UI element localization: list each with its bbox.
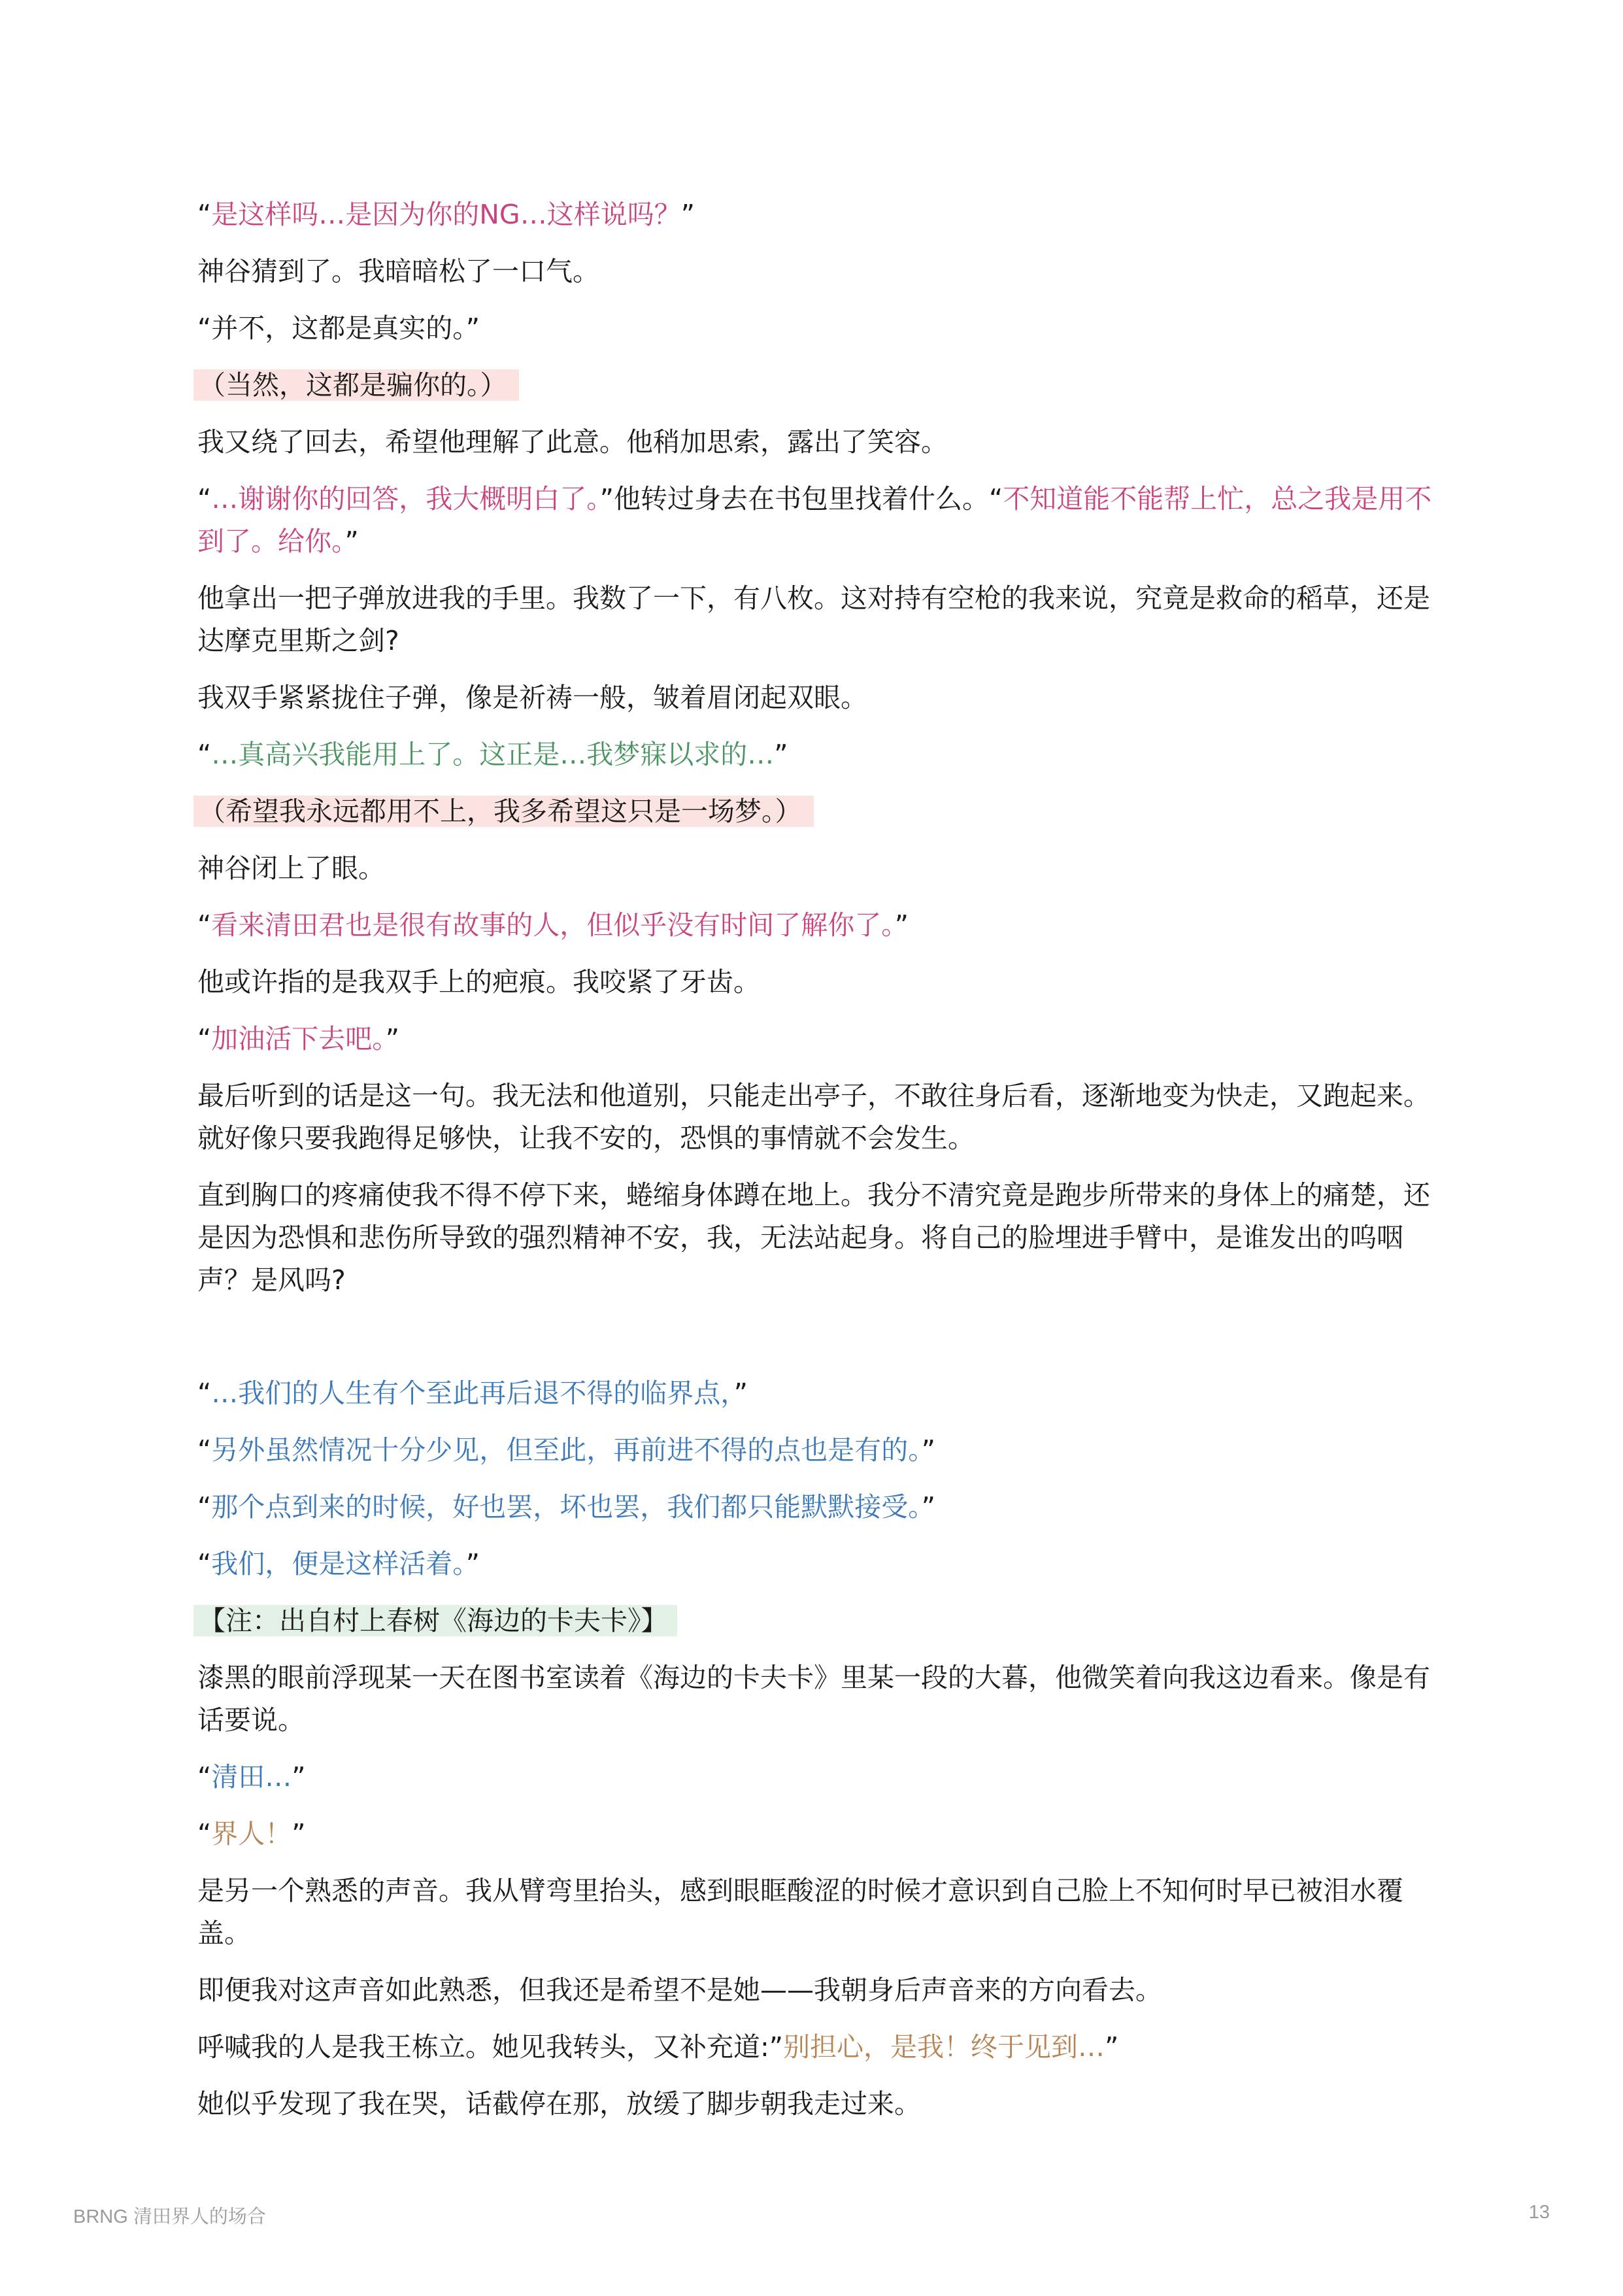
- dialogue-paragraph: “那个点到来的时候，好也罢，坏也罢，我们都只能默默接受。”: [197, 1491, 935, 1523]
- annotation-note-paragraph: [197, 1600, 1439, 1642]
- dialogue-paragraph: “另外虽然情况十分少见，但至此，再前进不得的点也是有的。”: [197, 1434, 935, 1466]
- dialogue-paragraph: “我们，便是这样活着。”: [197, 1548, 480, 1579]
- dialogue-paragraph: “看来清田君也是很有故事的人，但似乎没有时间了解你了。”: [197, 909, 909, 941]
- dialogue-paragraph: “…真高兴我能用上了。这正是…我梦寐以求的…”: [197, 739, 788, 770]
- narration-paragraph: 神谷猜到了。我暗暗松了一口气。: [197, 256, 599, 287]
- narration-paragraph: 直到胸口的疼痛使我不得不停下来，蜷缩身体蹲在地上。我分不清究竟是跑步所带来的身体上的痛楚，还是因为恐惧和悲伤所导致的强烈精神不安，我，无法站起身。将自己的脸埋进手臂中，是谁发出的呜咽声？是风吗?: [197, 1179, 1430, 1296]
- inner-thought-paragraph: [197, 364, 1439, 407]
- narration-paragraph: 最后听到的话是这一句。我无法和他道别，只能走出亭子，不敢往身后看，逐渐地变为快走，又跑起来。就好像只要我跑得足够快，让我不安的，恐惧的事情就不会发生。: [197, 1080, 1430, 1154]
- dialogue-paragraph: “清田…”: [197, 1761, 306, 1793]
- page-number: 13: [1528, 2202, 1550, 2223]
- narration-paragraph: 他拿出一把子弹放进我的手里。我数了一下，有八枚。这对持有空枪的我来说，究竟是救命的稻草，还是达摩克里斯之剑?: [197, 582, 1430, 656]
- inner-thought-highlight: （当然，这都是骗你的。）: [193, 369, 519, 401]
- dialogue-paragraph: “界人！”: [197, 1818, 306, 1849]
- inner-thought-paragraph: [197, 790, 1439, 833]
- dialogue-paragraph: 呼喊我的人是我王栋立。她见我转头，又补充道:”别担心，是我！终于见到…”: [197, 2031, 1119, 2063]
- dialogue-paragraph: “…我们的人生有个至此再后退不得的临界点，”: [197, 1377, 748, 1409]
- narration-paragraph: 漆黑的眼前浮现某一天在图书室读着《海边的卡夫卡》里某一段的大暮，他微笑着向我这边看来。像是有话要说。: [197, 1662, 1430, 1736]
- annotation-note-highlight: 【注：出自村上春树《海边的卡夫卡》】: [193, 1605, 677, 1636]
- footer-title: BRNG 清田界人的场合: [73, 2206, 266, 2227]
- dialogue-paragraph: “是这样吗…是因为你的NG…这样说吗？”: [197, 199, 695, 230]
- narration-paragraph: 我双手紧紧拢住子弹，像是祈祷一般，皱着眉闭起双眼。: [197, 682, 867, 713]
- document-body: [197, 194, 1439, 2140]
- narration-paragraph: 他或许指的是我双手上的疤痕。我咬紧了牙齿。: [197, 966, 760, 998]
- narration-paragraph: 神谷闭上了眼。: [197, 853, 385, 884]
- dialogue-paragraph: “加油活下去吧。”: [197, 1023, 399, 1055]
- inner-thought-highlight: （希望我永远都用不上，我多希望这只是一场梦。）: [193, 796, 814, 827]
- narration-paragraph: 我又绕了回去，希望他理解了此意。他稍加思索，露出了笑容。: [197, 426, 948, 458]
- dialogue-paragraph: “并不，这都是真实的。”: [197, 312, 480, 344]
- dialogue-paragraph: “…谢谢你的回答，我大概明白了。”他转过身去在书包里找着什么。“不知道能不能帮上忙，总之我是用不到了。给你。”: [197, 483, 1432, 557]
- narration-paragraph: 是另一个熟悉的声音。我从臂弯里抬头，感到眼眶酸涩的时候才意识到自己脸上不知何时早已被泪水覆盖。: [197, 1875, 1403, 1949]
- narration-paragraph: 她似乎发现了我在哭，话截停在那，放缓了脚步朝我走过来。: [197, 2088, 921, 2119]
- narration-paragraph: 即便我对这声音如此熟悉，但我还是希望不是她——我朝身后声音来的方向看去。: [197, 1974, 1162, 2006]
